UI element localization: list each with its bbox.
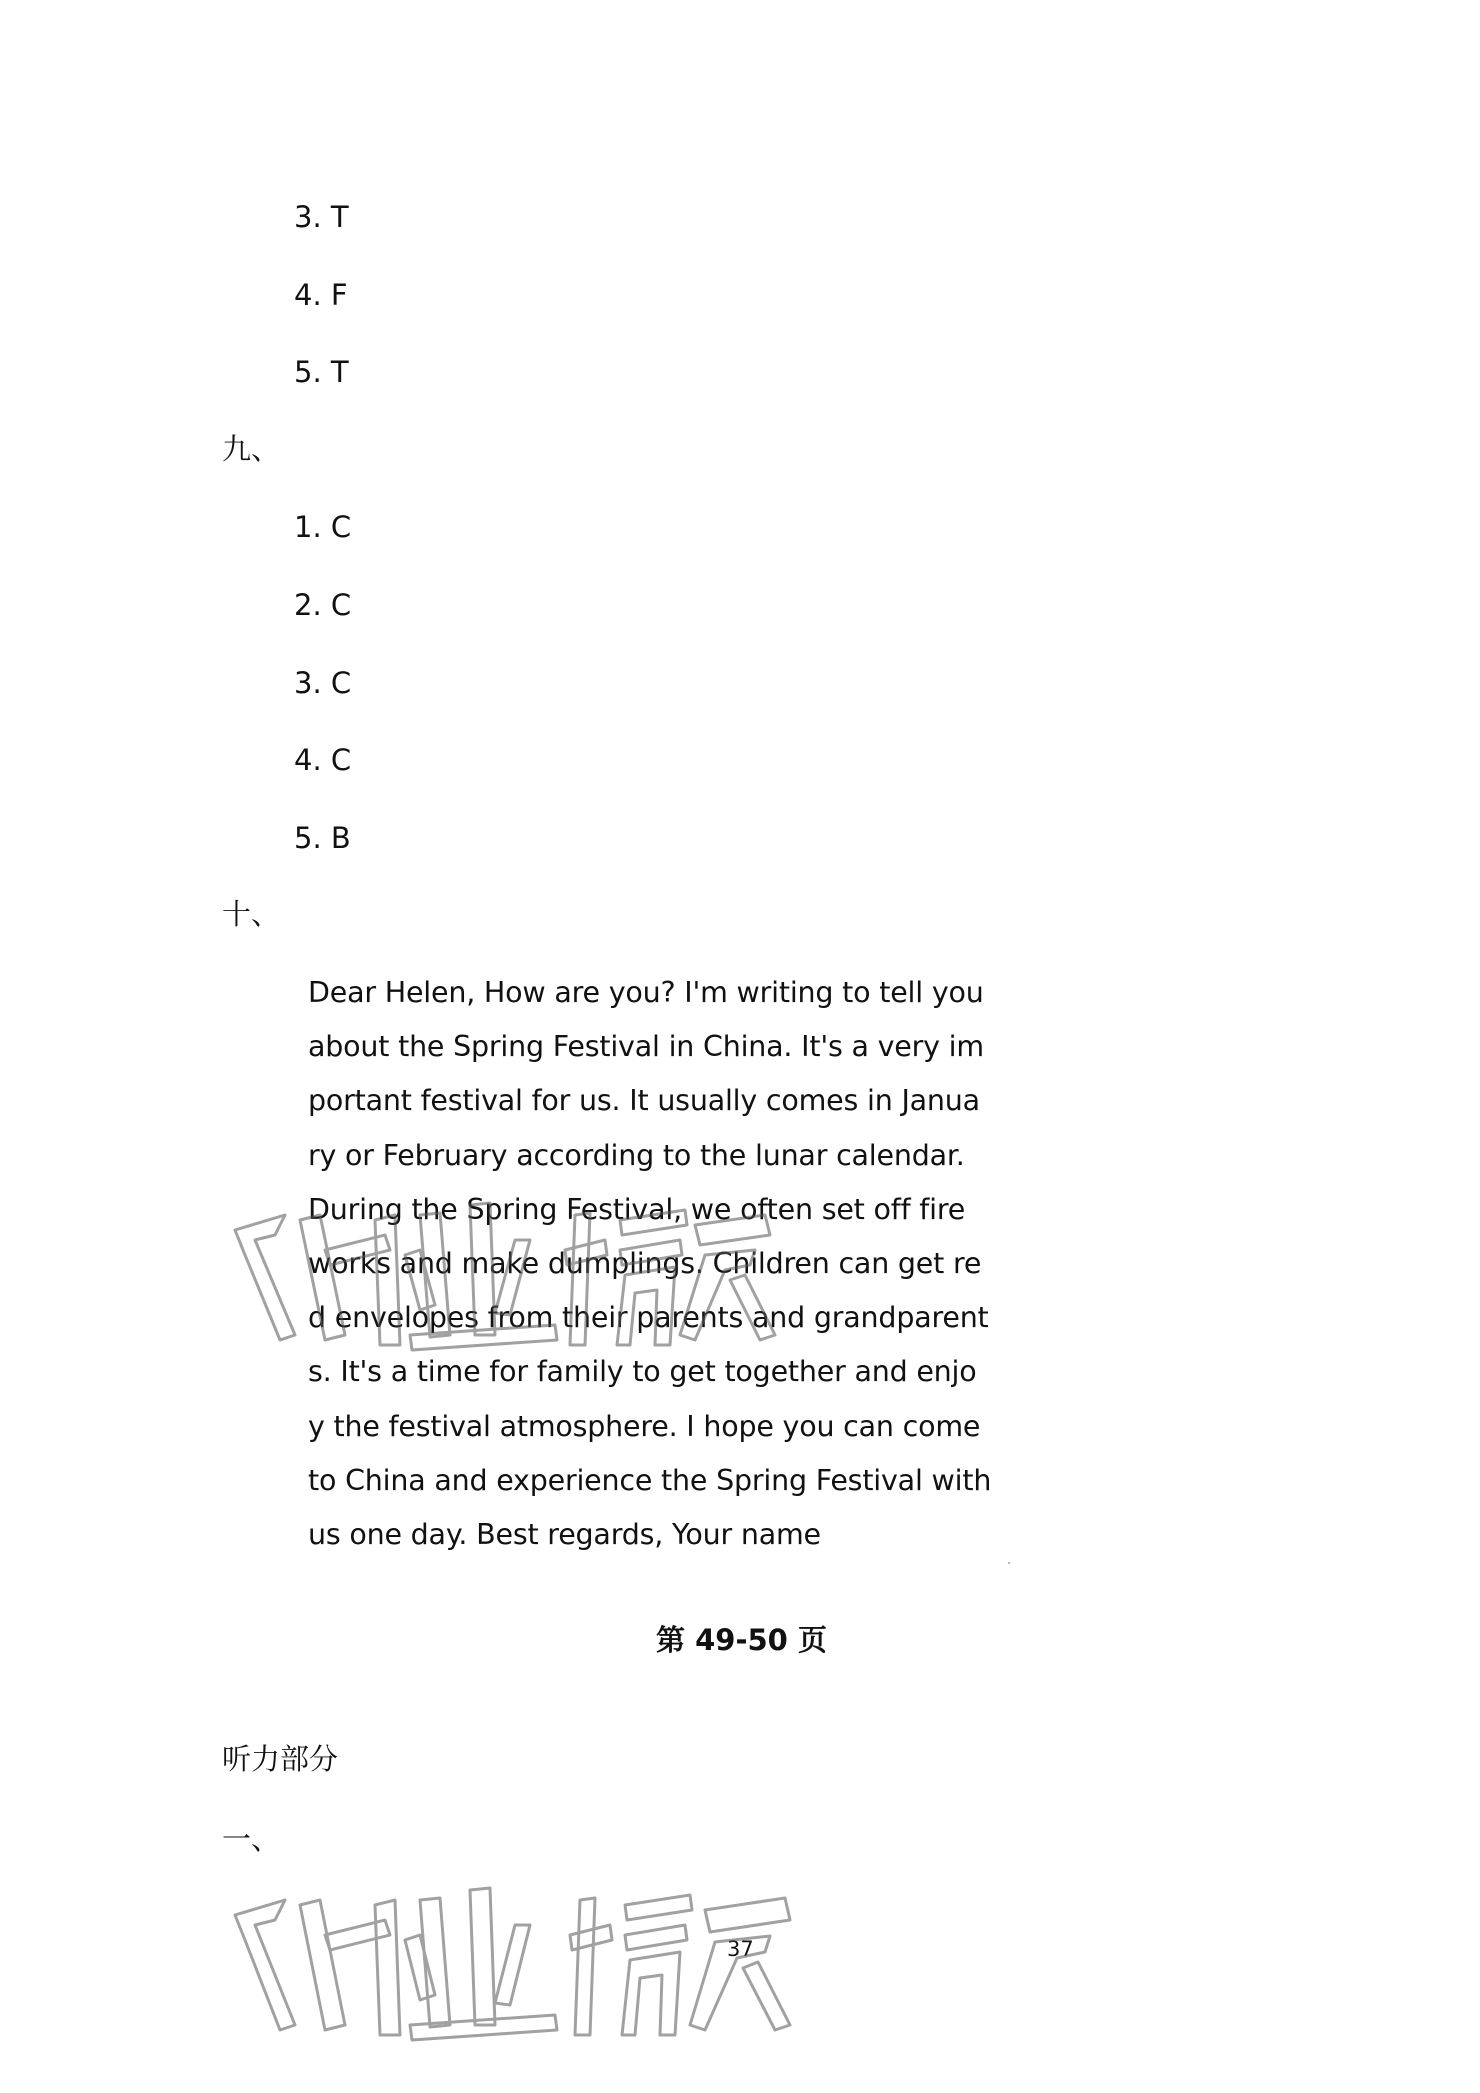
- answer-item: 4. C: [294, 743, 352, 777]
- letter-line: us one day. Best regards, Your name: [308, 1518, 821, 1552]
- answer-item: 2. C: [294, 588, 352, 622]
- watermark-logo: [225, 1880, 805, 2050]
- section-ten-label: 十、: [222, 897, 281, 931]
- letter-line: to China and experience the Spring Festival with: [308, 1463, 992, 1497]
- answer-item: 5. T: [294, 355, 349, 389]
- answer-item: 1. C: [294, 510, 352, 544]
- letter-line: Dear Helen, How are you? I'm writing to tell you: [308, 976, 984, 1009]
- section-one-label: 一、: [222, 1822, 281, 1856]
- letter-line: portant festival for us. It usually comes in Janua: [308, 1084, 980, 1118]
- letter-line: y the festival atmosphere. I hope you can come: [308, 1409, 981, 1443]
- answer-item: 4. F: [294, 278, 348, 312]
- letter-line: works and make dumplings. Children can get re: [308, 1247, 982, 1281]
- answer-item: 3. C: [294, 666, 352, 700]
- listening-section-label: 听力部分: [222, 1742, 339, 1776]
- page-number: 37: [727, 1937, 754, 1961]
- letter-line: about the Spring Festival in China. It's a very im: [308, 1030, 984, 1064]
- stray-mark: [1008, 1562, 1010, 1564]
- answer-item: 5. B: [294, 821, 351, 855]
- section-nine-label: 九、: [222, 432, 281, 466]
- page-heading: 第 49-50 页: [656, 1623, 827, 1657]
- letter-line: d envelopes from their parents and grandparent: [308, 1301, 989, 1335]
- letter-line: ry or February according to the lunar calendar.: [308, 1138, 965, 1172]
- letter-line: s. It's a time for family to get together and enjo: [308, 1355, 977, 1389]
- letter-line: During the Spring Festival, we often set off fire: [308, 1192, 966, 1226]
- answer-item: 3. T: [294, 200, 349, 234]
- letter-text: [308, 966, 1008, 1562]
